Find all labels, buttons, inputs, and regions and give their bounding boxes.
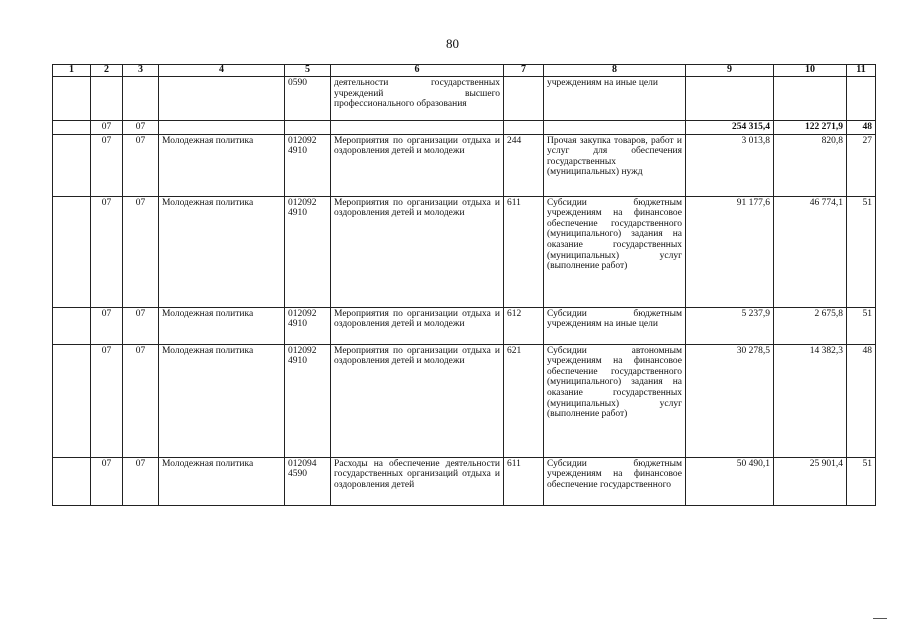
scan-mark [873,618,887,619]
cell-expense-description: Прочая закупка товаров, работ и услуг для обеспечения государственных (муниципальных) нужд [544,134,686,196]
cell-target-code [285,121,331,135]
cell-expense-type: 611 [504,196,544,307]
cell-executed: 820,8 [774,134,847,196]
cell-subsection: 07 [123,196,159,307]
column-header: 11 [847,65,876,77]
cell-section: 07 [91,134,123,196]
cell-expense-description: Субсидии бюджетным учреждениям на финансовое обеспечение государственного [544,457,686,505]
cell-section: 07 [91,344,123,457]
table-header-row [53,65,876,77]
cell-expense-description: Субсидии автономным учреждениям на финансовое обеспечение государственного (муниципального) задания на оказание государственных (муниципальных) услуг (выполнение работ) [544,344,686,457]
cell-target-description [331,121,504,135]
cell-executed [774,77,847,121]
cell-executed: 2 675,8 [774,307,847,344]
cell-percent: 51 [847,196,876,307]
cell-subsection: 07 [123,134,159,196]
cell-target-description: деятельности государственных учреждений высшего профессионального образования [331,77,504,121]
cell-section: 07 [91,457,123,505]
cell-index [53,307,91,344]
cell-section [91,77,123,121]
cell-percent: 27 [847,134,876,196]
cell-index [53,77,91,121]
column-header: 1 [53,65,91,77]
cell-target-description: Мероприятия по организации отдыха и оздоровления детей и молодежи [331,344,504,457]
table-row [53,344,876,457]
cell-planned: 254 315,4 [686,121,774,135]
column-header: 2 [91,65,123,77]
table-row [53,77,876,121]
cell-planned: 30 278,5 [686,344,774,457]
cell-target-code: 012092 4910 [285,344,331,457]
table-row [53,307,876,344]
cell-expense-description: учреждениям на иные цели [544,77,686,121]
cell-subsection: 07 [123,121,159,135]
cell-percent: 51 [847,457,876,505]
cell-name [159,121,285,135]
cell-name [159,77,285,121]
cell-executed: 46 774,1 [774,196,847,307]
cell-expense-description: Субсидии бюджетным учреждениям на финансовое обеспечение государственного (муниципального) задания на оказание государственных (муниципальных) услуг (выполнение работ) [544,196,686,307]
column-header: 10 [774,65,847,77]
table-row [53,196,876,307]
column-header: 8 [544,65,686,77]
cell-target-code: 012092 4910 [285,307,331,344]
page-number: 80 [446,36,459,51]
cell-name: Молодежная политика [159,344,285,457]
cell-target-description: Мероприятия по организации отдыха и оздоровления детей и молодежи [331,134,504,196]
cell-subsection: 07 [123,457,159,505]
column-header: 5 [285,65,331,77]
cell-percent [847,77,876,121]
cell-executed: 14 382,3 [774,344,847,457]
cell-percent: 48 [847,121,876,135]
cell-name: Молодежная политика [159,134,285,196]
table-row [53,134,876,196]
cell-planned: 3 013,8 [686,134,774,196]
table-row [53,457,876,505]
cell-target-description: Мероприятия по организации отдыха и оздоровления детей и молодежи [331,196,504,307]
cell-planned: 5 237,9 [686,307,774,344]
cell-target-code: 0590 [285,77,331,121]
cell-planned: 91 177,6 [686,196,774,307]
budget-table [52,64,876,506]
cell-name: Молодежная политика [159,196,285,307]
cell-subsection [123,77,159,121]
cell-percent: 48 [847,344,876,457]
cell-expense-type [504,77,544,121]
cell-subsection: 07 [123,307,159,344]
cell-percent: 51 [847,307,876,344]
cell-section: 07 [91,307,123,344]
cell-section: 07 [91,196,123,307]
cell-expense-description [544,121,686,135]
cell-index [53,196,91,307]
table-row-total [53,121,876,135]
column-header: 4 [159,65,285,77]
cell-name: Молодежная политика [159,457,285,505]
cell-planned: 50 490,1 [686,457,774,505]
cell-target-description: Мероприятия по организации отдыха и оздоровления детей и молодежи [331,307,504,344]
cell-name: Молодежная политика [159,307,285,344]
cell-target-code: 012094 4590 [285,457,331,505]
cell-expense-type: 611 [504,457,544,505]
column-header: 9 [686,65,774,77]
cell-index [53,457,91,505]
cell-expense-type: 621 [504,344,544,457]
cell-executed: 122 271,9 [774,121,847,135]
cell-index [53,134,91,196]
cell-target-code: 012092 4910 [285,134,331,196]
cell-expense-type: 244 [504,134,544,196]
cell-target-code: 012092 4910 [285,196,331,307]
column-header: 6 [331,65,504,77]
cell-section: 07 [91,121,123,135]
cell-expense-type: 612 [504,307,544,344]
column-header: 3 [123,65,159,77]
cell-index [53,121,91,135]
cell-planned [686,77,774,121]
cell-subsection: 07 [123,344,159,457]
cell-target-description: Расходы на обеспечение деятельности государственных организаций отдыха и оздоровления детей [331,457,504,505]
cell-executed: 25 901,4 [774,457,847,505]
column-header: 7 [504,65,544,77]
cell-expense-description: Субсидии бюджетным учреждениям на иные цели [544,307,686,344]
cell-index [53,344,91,457]
cell-expense-type [504,121,544,135]
